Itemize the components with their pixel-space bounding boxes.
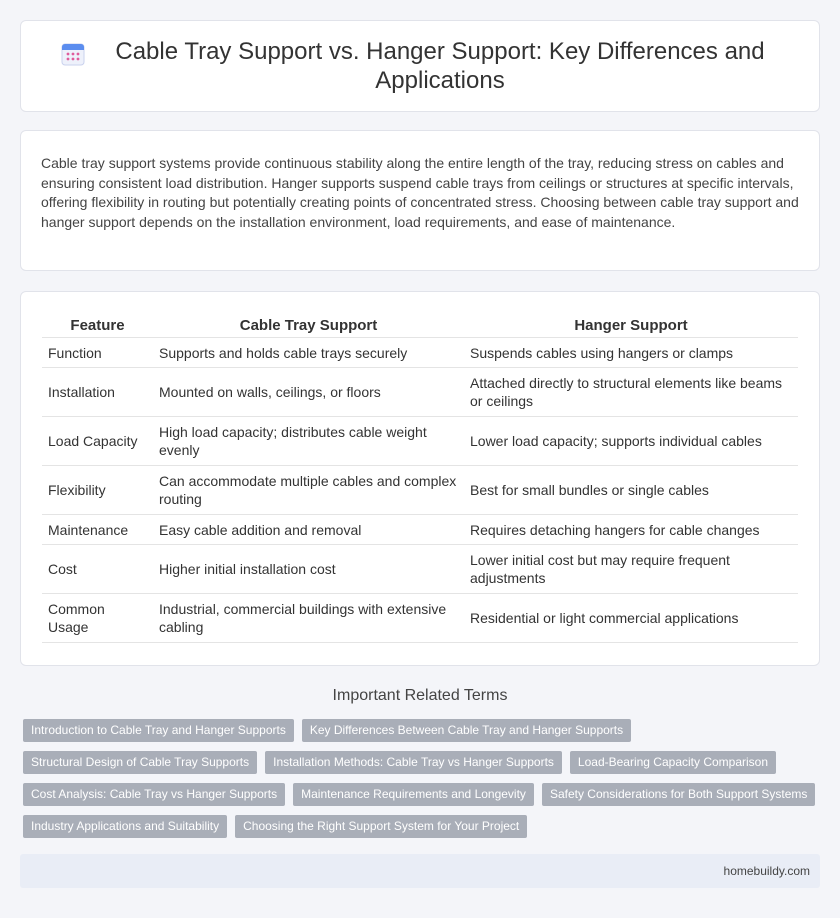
tag-cost-analysis[interactable]: Cost Analysis: Cable Tray vs Hanger Supports — [23, 783, 285, 806]
feature-cell: Maintenance — [42, 515, 153, 545]
tag-intro[interactable]: Introduction to Cable Tray and Hanger Supports — [23, 719, 294, 742]
cable-tray-cell: Mounted on walls, ceilings, or floors — [153, 368, 464, 417]
feature-cell: Cost — [42, 545, 153, 594]
header-hanger: Hanger Support — [464, 312, 798, 338]
table-row — [42, 417, 798, 466]
tag-maintenance[interactable]: Maintenance Requirements and Longevity — [293, 783, 534, 806]
comparison-card — [20, 291, 820, 666]
cable-tray-cell: Easy cable addition and removal — [153, 515, 464, 545]
cable-tray-cell: Higher initial installation cost — [153, 545, 464, 594]
cable-tray-cell: Industrial, commercial buildings with extensive cabling — [153, 594, 464, 643]
hanger-cell: Suspends cables using hangers or clamps — [464, 338, 798, 368]
hanger-cell: Best for small bundles or single cables — [464, 466, 798, 515]
calendar-icon — [60, 41, 86, 67]
header-cable-tray: Cable Tray Support — [153, 312, 464, 338]
table-row — [42, 368, 798, 417]
page-title: Cable Tray Support vs. Hanger Support: Key Differences and Applications — [115, 38, 765, 94]
cable-tray-cell: High load capacity; distributes cable weight evenly — [153, 417, 464, 466]
cable-tray-cell: Can accommodate multiple cables and complex routing — [153, 466, 464, 515]
feature-cell: Common Usage — [42, 594, 153, 643]
title-card — [20, 20, 820, 112]
title-wrap — [60, 37, 780, 95]
table-row — [42, 545, 798, 594]
intro-paragraph: Cable tray support systems provide continuous stability along the entire length of the tray, reducing stress on cables and ensuring consistent load distribution. Hanger supports suspend cable trays from ceilings or structures at specific intervals, offering flexibility in routing but potentially creating points of concentrated stress. Choosing between cable tray support and hanger support depends on the installation environment, load requirements, and ease of maintenance. — [41, 155, 799, 230]
table-row — [42, 515, 798, 545]
tag-structural-design[interactable]: Structural Design of Cable Tray Supports — [23, 751, 257, 774]
tag-choosing-system[interactable]: Choosing the Right Support System for Your Project — [235, 815, 527, 838]
related-tags — [20, 719, 820, 838]
footer — [20, 854, 820, 888]
hanger-cell: Residential or light commercial applications — [464, 594, 798, 643]
header-feature: Feature — [42, 312, 153, 338]
intro-card — [20, 130, 820, 271]
related-terms-section — [20, 686, 820, 838]
hanger-cell: Lower initial cost but may require frequent adjustments — [464, 545, 798, 594]
tag-key-differences[interactable]: Key Differences Between Cable Tray and Hanger Supports — [302, 719, 631, 742]
cable-tray-cell: Supports and holds cable trays securely — [153, 338, 464, 368]
tag-industry-applications[interactable]: Industry Applications and Suitability — [23, 815, 227, 838]
table-row — [42, 594, 798, 643]
tag-installation-methods[interactable]: Installation Methods: Cable Tray vs Hanger Supports — [265, 751, 562, 774]
related-terms-title: Important Related Terms — [332, 687, 508, 704]
hanger-cell: Lower load capacity; supports individual cables — [464, 417, 798, 466]
table-header-row — [42, 312, 798, 338]
comparison-table — [42, 312, 798, 643]
tag-safety[interactable]: Safety Considerations for Both Support Systems — [542, 783, 815, 806]
footer-site[interactable]: homebuildy.com — [723, 864, 810, 878]
feature-cell: Flexibility — [42, 466, 153, 515]
feature-cell: Installation — [42, 368, 153, 417]
feature-cell: Function — [42, 338, 153, 368]
hanger-cell: Attached directly to structural elements like beams or ceilings — [464, 368, 798, 417]
feature-cell: Load Capacity — [42, 417, 153, 466]
hanger-cell: Requires detaching hangers for cable changes — [464, 515, 798, 545]
tag-load-bearing[interactable]: Load-Bearing Capacity Comparison — [570, 751, 776, 774]
table-row — [42, 338, 798, 368]
table-row — [42, 466, 798, 515]
